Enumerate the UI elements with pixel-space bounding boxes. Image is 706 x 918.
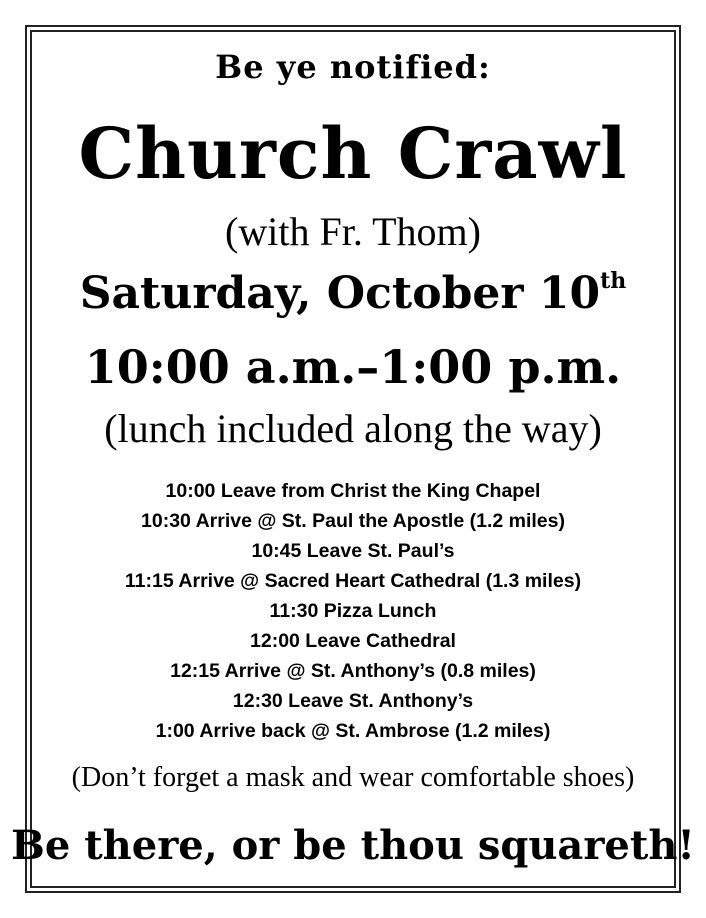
lunch-note: (lunch included along the way)	[104, 406, 602, 451]
schedule-item: 12:30 Leave St. Anthony’s	[232, 690, 474, 712]
closing-line: Be there, or be thou squareth!	[11, 822, 695, 869]
intro-heading: Be ye notified:	[215, 48, 491, 86]
event-date	[0, 268, 706, 319]
schedule-item: 10:00 Leave from Christ the King Chapel	[165, 480, 541, 502]
schedule-item: 12:00 Leave Cathedral	[250, 630, 456, 652]
event-time: 10:00 a.m.–1:00 p.m.	[84, 340, 622, 394]
schedule-item: 10:30 Arrive @ St. Paul the Apostle (1.2 miles)	[141, 510, 565, 532]
flyer-subtitle: (with Fr. Thom)	[225, 209, 481, 254]
schedule-item: 1:00 Arrive back @ St. Ambrose (1.2 miles)	[155, 720, 551, 742]
schedule-item: 11:30 Pizza Lunch	[269, 600, 437, 622]
event-date-text: Saturday, October 10	[79, 268, 601, 319]
event-date-suffix: th	[600, 268, 627, 294]
schedule-list	[0, 476, 706, 746]
flyer-title: Church Crawl	[78, 112, 628, 195]
reminder-note: (Don’t forget a mask and wear comfortable shoes)	[71, 762, 635, 793]
schedule-item: 12:15 Arrive @ St. Anthony’s (0.8 miles)	[170, 660, 536, 682]
schedule-item: 10:45 Leave St. Paul’s	[251, 540, 455, 562]
schedule-item: 11:15 Arrive @ Sacred Heart Cathedral (1.3 miles)	[124, 570, 582, 592]
